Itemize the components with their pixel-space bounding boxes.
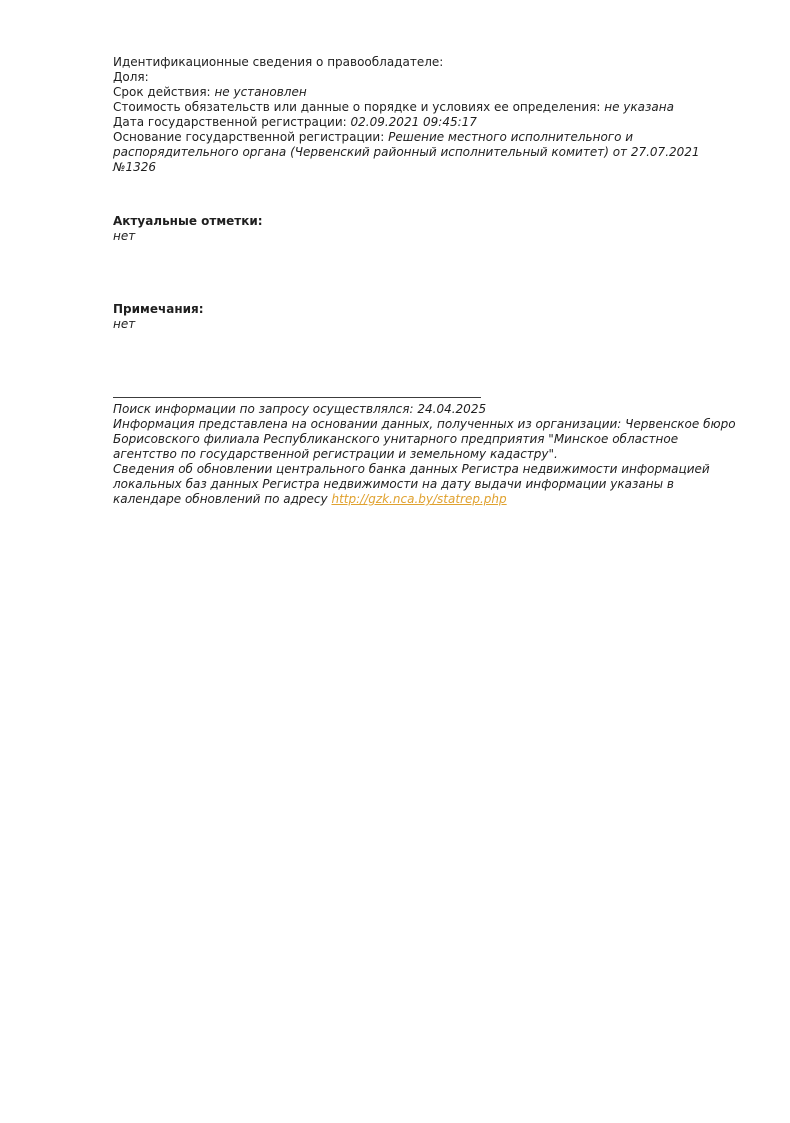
search-date-line (113, 402, 738, 417)
ident-row-validity (113, 85, 738, 100)
notes-section (113, 302, 738, 332)
separator-line (113, 384, 481, 398)
validity-label: Срок действия: (113, 85, 211, 99)
registration-basis-value: Решение местного исполнительного и распорядительного органа (Червенский районный исполнительный комитет) от 27.07.2021 №1326 (113, 130, 700, 174)
ident-title-label: Идентификационные сведения о правообладателе: (113, 55, 444, 69)
obligation-cost-label: Стоимость обязательств или данные о порядке и условиях ее определения: (113, 100, 601, 114)
ident-row-share (113, 70, 738, 85)
notes-heading: Примечания: (113, 302, 204, 316)
registration-basis-label: Основание государственной регистрации: (113, 130, 385, 144)
source-info-text: Информация представлена на основании данных, полученных из организации: Червенское бюро Борисовского филиала Республиканского унитарного предприятия "Минское областное агентство по государственной регистрации и земельному кадастру". (113, 417, 736, 461)
actual-marks-heading: Актуальные отметки: (113, 214, 263, 228)
ident-row-registration-basis (113, 130, 738, 175)
footer-section (113, 384, 738, 507)
validity-value: не установлен (214, 85, 307, 99)
ident-row-title (113, 55, 738, 70)
share-label: Доля: (113, 70, 149, 84)
update-note-line (113, 462, 738, 507)
registration-date-value: 02.09.2021 09:45:17 (350, 115, 477, 129)
update-note-text: Сведения об обновлении центрального банка данных Регистра недвижимости информацией локальных баз данных Регистра недвижимости на дату выдачи информации указаны в календаре обновлений по адресу (113, 462, 710, 506)
statrep-link[interactable]: http://gzk.nca.by/statrep.php (331, 492, 507, 506)
registration-date-label: Дата государственной регистрации: (113, 115, 347, 129)
source-info-line (113, 417, 738, 462)
search-date-label: Поиск информации по запросу осуществлялся: (113, 402, 414, 416)
identification-section (113, 55, 738, 175)
ident-row-registration-date (113, 115, 738, 130)
ident-row-obligation-cost (113, 100, 738, 115)
actual-marks-section (113, 214, 738, 244)
search-date-value: 24.04.2025 (417, 402, 487, 416)
obligation-cost-value: не указана (604, 100, 674, 114)
actual-marks-value: нет (113, 229, 136, 243)
notes-value: нет (113, 317, 136, 331)
